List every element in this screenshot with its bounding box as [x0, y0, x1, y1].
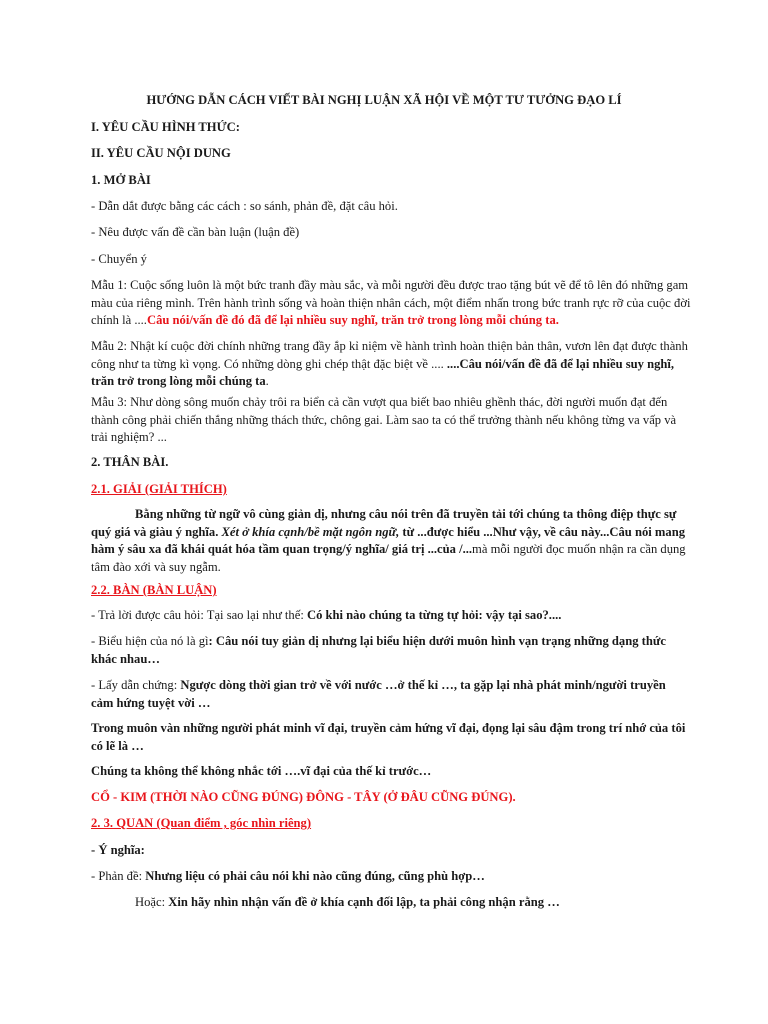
view-item-1: - Ý nghĩa: — [91, 843, 145, 857]
explain-bold-italic: Xét ở khía cạnh/bề mặt ngôn ngữ, — [221, 524, 400, 539]
view-item-3 — [135, 894, 695, 912]
section-heading-form: I. YÊU CẦU HÌNH THỨC: — [91, 120, 240, 134]
sample-1-text: Mẫu 1: Cuộc sống luôn là một bức tranh đầy màu sắc, và mỗi người đều được trao tặng bút vẽ để tô lên đó những gam màu của riêng mình. Trên hành trình sống và hoàn thiện nhân cách, một điểm nhấn trong bức tranh rực rỡ của cuộc đời chính là .... — [91, 278, 691, 327]
view-item-3-bold: Xin hãy nhìn nhận vấn đề ở khía cạnh đối lập, ta phải công nhận rằng … — [168, 895, 560, 909]
discuss-item-3-bold: Ngược dòng thời gian trở về với nước …ở thế kỉ …, ta gặp lại nhà phát minh/người truyền cảm hứng tuyệt vời … — [91, 678, 666, 710]
section-heading-intro: 1. MỞ BÀI — [91, 173, 151, 187]
sample-1-highlight: Câu nói/vấn đề đó đã để lại nhiều suy nghĩ, trăn trở trong lòng mỗi chúng ta. — [146, 313, 559, 327]
discuss-paragraph-4: Trong muôn vàn những người phát minh vĩ đại, truyền cảm hứng vĩ đại, đọng lại sâu đậm trong trí nhớ của tôi có lẽ là … — [91, 721, 686, 753]
explain-normal: mà mỗi người đọc muốn nhận ra cần dụng tâm đào xới và suy ngẫm. — [91, 542, 686, 574]
section-heading-view: 2. 3. QUAN (Quan điểm , góc nhìn riêng) — [91, 816, 312, 830]
discuss-item-2-bold: : Câu nói tuy giản dị nhưng lại biểu hiện dưới muôn hình vạn trạng những dạng thức khác nhau… — [91, 634, 667, 666]
view-item-3-label: Hoặc: — [135, 895, 169, 909]
timeless-heading: CỔ - KIM (THỜI NÀO CŨNG ĐÚNG) ĐÔNG - TÂY (Ở ĐÂU CŨNG ĐÚNG). — [91, 790, 516, 804]
discuss-item-3-label: - Lấy dẫn chứng: — [91, 678, 181, 692]
section-heading-discuss: 2.2. BÀN (BÀN LUẬN) — [91, 583, 217, 597]
view-item-2 — [91, 868, 691, 886]
document-title: HƯỚNG DẪN CÁCH VIẾT BÀI NGHỊ LUẬN XÃ HỘI VỀ MỘT TƯ TƯỞNG ĐẠO LÍ — [146, 93, 622, 107]
sample-2-end: . — [265, 374, 269, 388]
explain-bold-1: Bằng những từ ngữ vô cùng giản dị, nhưng câu nói trên đã truyền tải tới chúng ta thông điệp thực sự quý giá và giàu ý nghĩa. — [91, 507, 677, 539]
discuss-paragraph-5: Chúng ta không thể không nhắc tới ….vĩ đại của thế kỉ trước… — [91, 764, 432, 778]
discuss-item-1-label: - Trả lời được câu hỏi: Tại sao lại như thế: — [91, 608, 307, 622]
intro-item-3: - Chuyển ý — [91, 252, 147, 266]
sample-2-paragraph — [91, 338, 691, 391]
intro-item-1: - Dẫn dắt được bằng các cách : so sánh, phản đề, đặt câu hỏi. — [91, 199, 398, 213]
sample-3-paragraph: Mẫu 3: Như dòng sông muốn chảy trôi ra biển cả cần vượt qua biết bao nhiêu ghềnh thác, đời người muốn đạt đến thành công phải chiến thắng những thách thức, chông gai. Làm sao ta có thể trưởng thành nếu không từng va vấp và trải nghiệm? ... — [91, 395, 677, 444]
section-heading-body: 2. THÂN BÀI. — [91, 455, 169, 469]
discuss-item-2-label: - Biểu hiện của nó là gì — [91, 634, 209, 648]
sample-1-paragraph — [91, 277, 691, 330]
discuss-item-2 — [91, 633, 691, 668]
explain-paragraph — [91, 506, 691, 576]
discuss-item-1 — [91, 607, 691, 625]
discuss-item-3 — [91, 677, 691, 712]
sample-2-text: Mẫu 2: Nhật kí cuộc đời chính những trang đầy ắp kỉ niệm về hành trình hoàn thiện bản thân, vươn lên đạt được thành công như ta từng kì vọng. Có những dòng ghi chép thật đặc biệt về .... — [91, 339, 688, 371]
sample-2-bold: ....Câu nói/vấn đề đã để lại nhiều suy nghĩ, trăn trở trong lòng mỗi chúng ta — [91, 356, 675, 388]
section-heading-content: II. YÊU CẦU NỘI DUNG — [91, 146, 231, 160]
view-item-2-bold: Nhưng liệu có phải câu nói khi nào cũng đúng, cũng phù hợp… — [145, 869, 485, 883]
discuss-item-1-bold: Có khi nào chúng ta từng tự hỏi: vậy tại sao?.... — [306, 608, 562, 622]
section-heading-explain: 2.1. GIẢI (GIẢI THÍCH) — [91, 482, 227, 496]
intro-item-2: - Nêu được vấn đề cần bàn luận (luận đề) — [91, 225, 300, 239]
explain-bold-2: từ ...được hiểu ...Như vậy, về câu này...Câu nói mang hàm ý sâu xa đã khái quát hóa tầm quan trọng/ý nghĩa/ giá trị ...của /... — [91, 524, 685, 556]
view-item-2-label: - Phản đề: — [91, 869, 146, 883]
